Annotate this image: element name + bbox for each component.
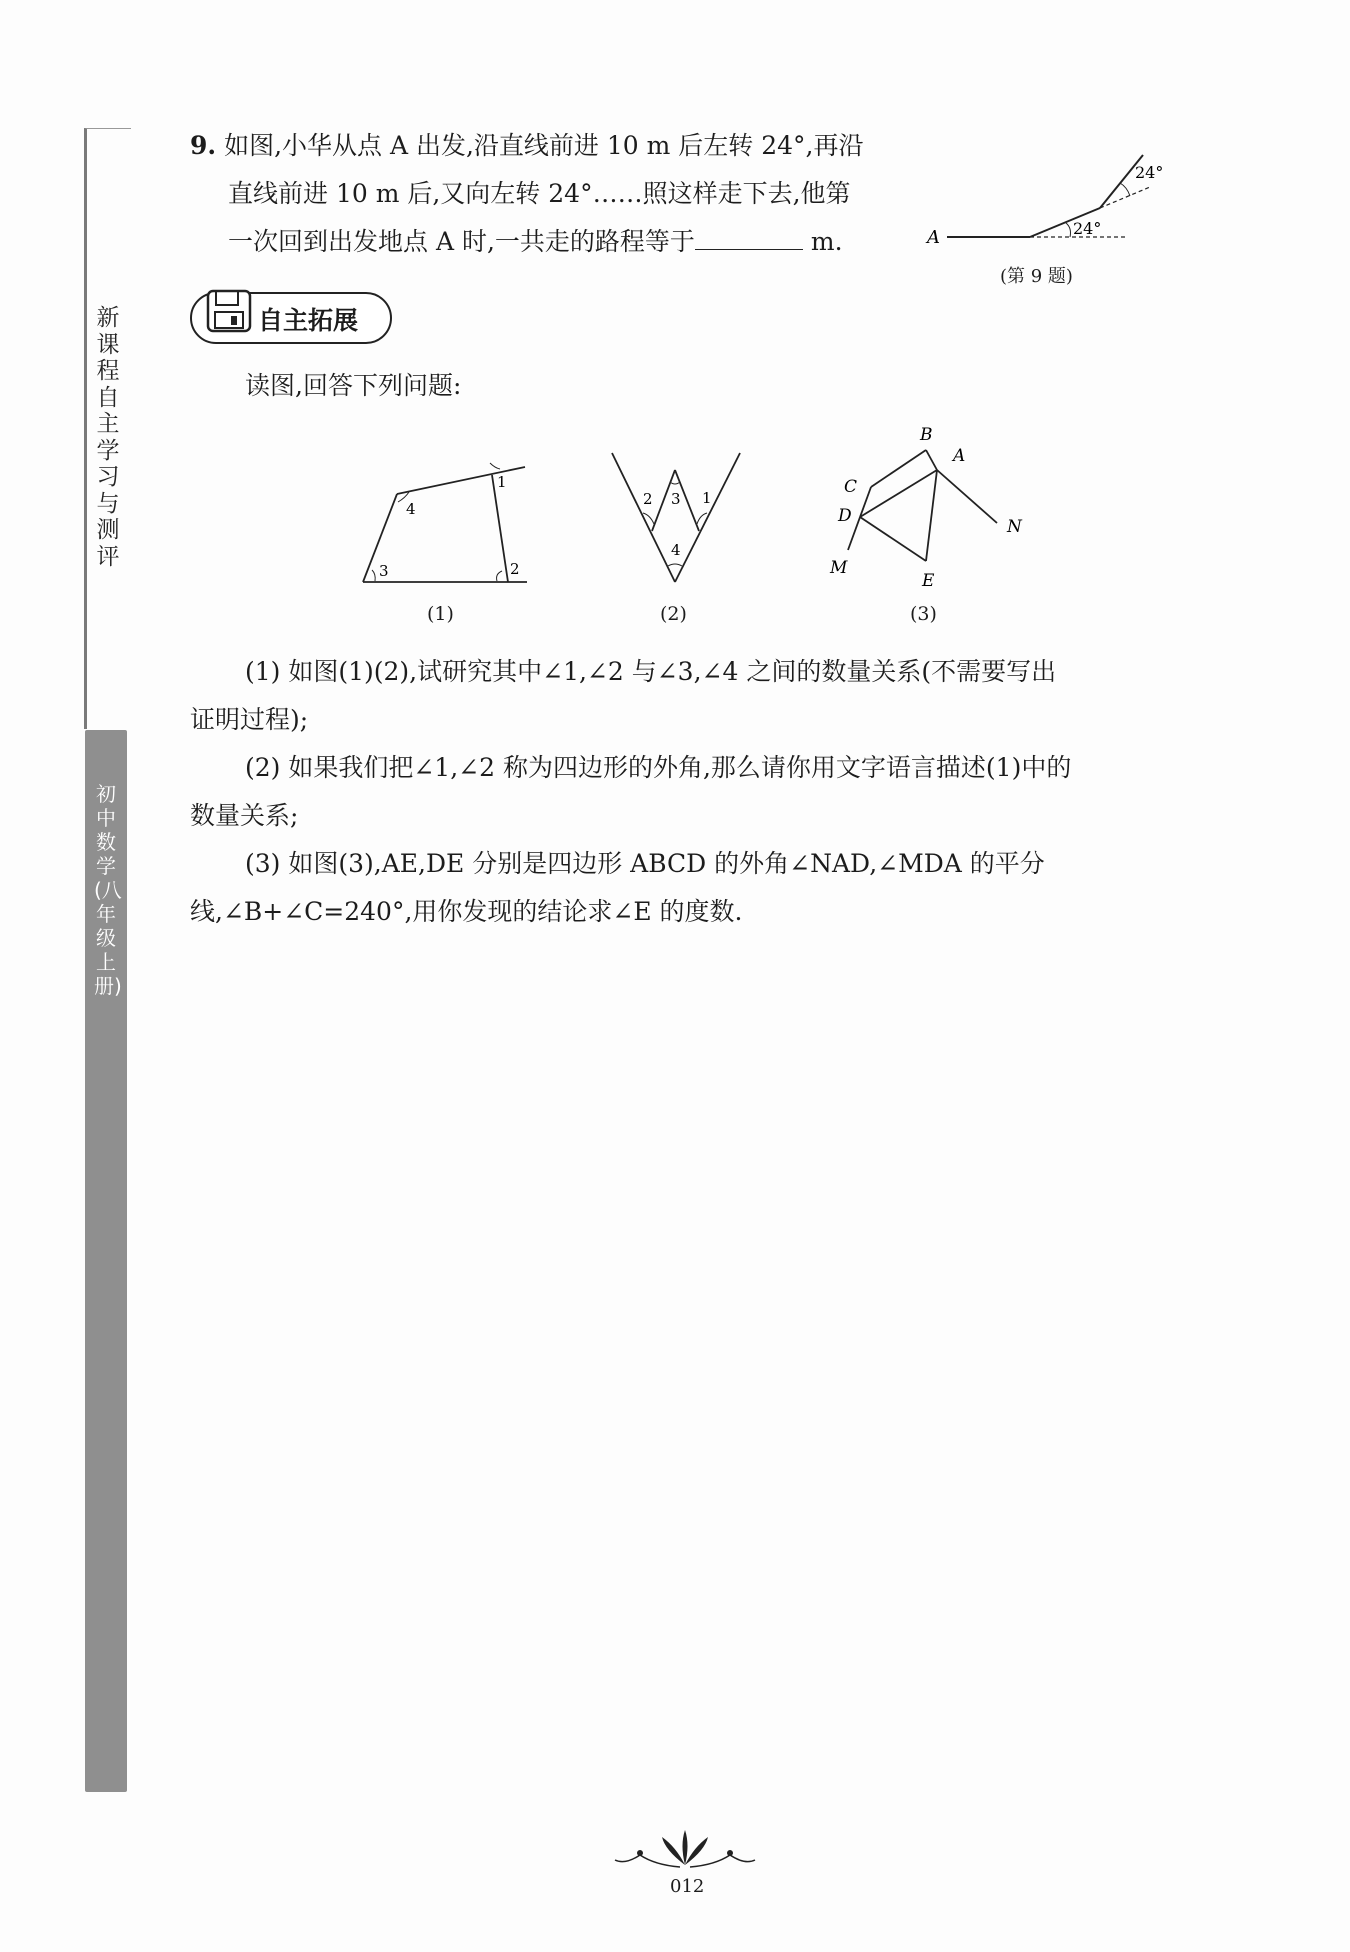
figure-2-v-shape <box>607 448 747 588</box>
figure-3-point-A: A <box>953 446 966 466</box>
figure-9-caption: (第 9 题) <box>1000 266 1073 287</box>
figure-2-angle-4: 4 <box>671 541 681 559</box>
question-9-unit: m. <box>810 227 843 256</box>
footer-ornament <box>610 1825 760 1875</box>
figure-2-angle-3: 3 <box>671 490 681 508</box>
question-9-line-1: 如图,小华从点 A 出发,沿直线前进 10 m 后左转 24°,再沿 <box>224 131 864 160</box>
page-number: 012 <box>670 1876 705 1897</box>
figure-3-quadrilateral-bisectors <box>825 425 1025 595</box>
question-number: 9. <box>190 131 217 160</box>
question-part-2-line-1: (2) 如果我们把∠1,∠2 称为四边形的外角,那么请你用文字语言描述(1)中的 <box>245 753 1072 782</box>
question-part-2 <box>190 744 1195 840</box>
intro-text: 读图,回答下列问题: <box>245 371 462 400</box>
question-9 <box>190 122 910 266</box>
figure-2-caption: (2) <box>660 603 687 625</box>
question-9-line-3-text: 一次回到出发地点 A 时,一共走的路程等于 <box>228 227 695 256</box>
angle-label-2: 24° <box>1135 163 1164 182</box>
figure-1-angle-3: 3 <box>379 562 389 580</box>
figure-3-point-M: M <box>830 558 848 578</box>
question-part-3-line-2: 线,∠B+∠C=240°,用你发现的结论求∠E 的度数. <box>190 897 743 926</box>
figure-9 <box>925 125 1185 245</box>
question-9-line-2: 直线前进 10 m 后,又向左转 24°……照这样走下去,他第 <box>228 179 851 208</box>
figure-1-caption: (1) <box>427 603 454 625</box>
figure-3-point-N: N <box>1007 517 1022 537</box>
figure-1-quadrilateral <box>355 448 545 588</box>
figure-3-point-E: E <box>922 571 935 591</box>
section-title: 自主拓展 <box>258 306 359 335</box>
answer-blank[interactable] <box>695 227 803 250</box>
question-part-3 <box>190 840 1195 936</box>
figure-2-angle-2: 2 <box>643 490 653 508</box>
figure-1-angle-1: 1 <box>497 473 507 491</box>
figure-3-point-D: D <box>838 506 852 526</box>
point-A-label: A <box>927 227 940 245</box>
figure-3-point-C: C <box>844 477 858 497</box>
question-part-3-line-1: (3) 如图(3),AE,DE 分别是四边形 ABCD 的外角∠NAD,∠MDA 的平分 <box>245 849 1045 878</box>
figure-2-angle-1: 1 <box>702 489 712 507</box>
question-part-1-line-2: 证明过程); <box>190 705 309 734</box>
question-9-line-3 <box>190 218 910 266</box>
figure-3-point-B: B <box>920 425 933 445</box>
question-part-1-line-1: (1) 如图(1)(2),试研究其中∠1,∠2 与∠3,∠4 之间的数量关系(不需要写出 <box>245 657 1057 686</box>
floppy-disk-icon <box>202 285 256 335</box>
sidebar-series-title: 新课程自主学习与测评 <box>96 305 120 570</box>
sidebar-book-title: 初中数学(八年级上册) <box>94 782 122 998</box>
question-part-1 <box>190 648 1195 744</box>
question-part-2-line-2: 数量关系; <box>190 801 299 830</box>
figure-1-angle-2: 2 <box>510 560 520 578</box>
figure-1-angle-4: 4 <box>406 500 416 518</box>
angle-label-1: 24° <box>1073 219 1102 238</box>
figure-3-caption: (3) <box>910 603 937 625</box>
